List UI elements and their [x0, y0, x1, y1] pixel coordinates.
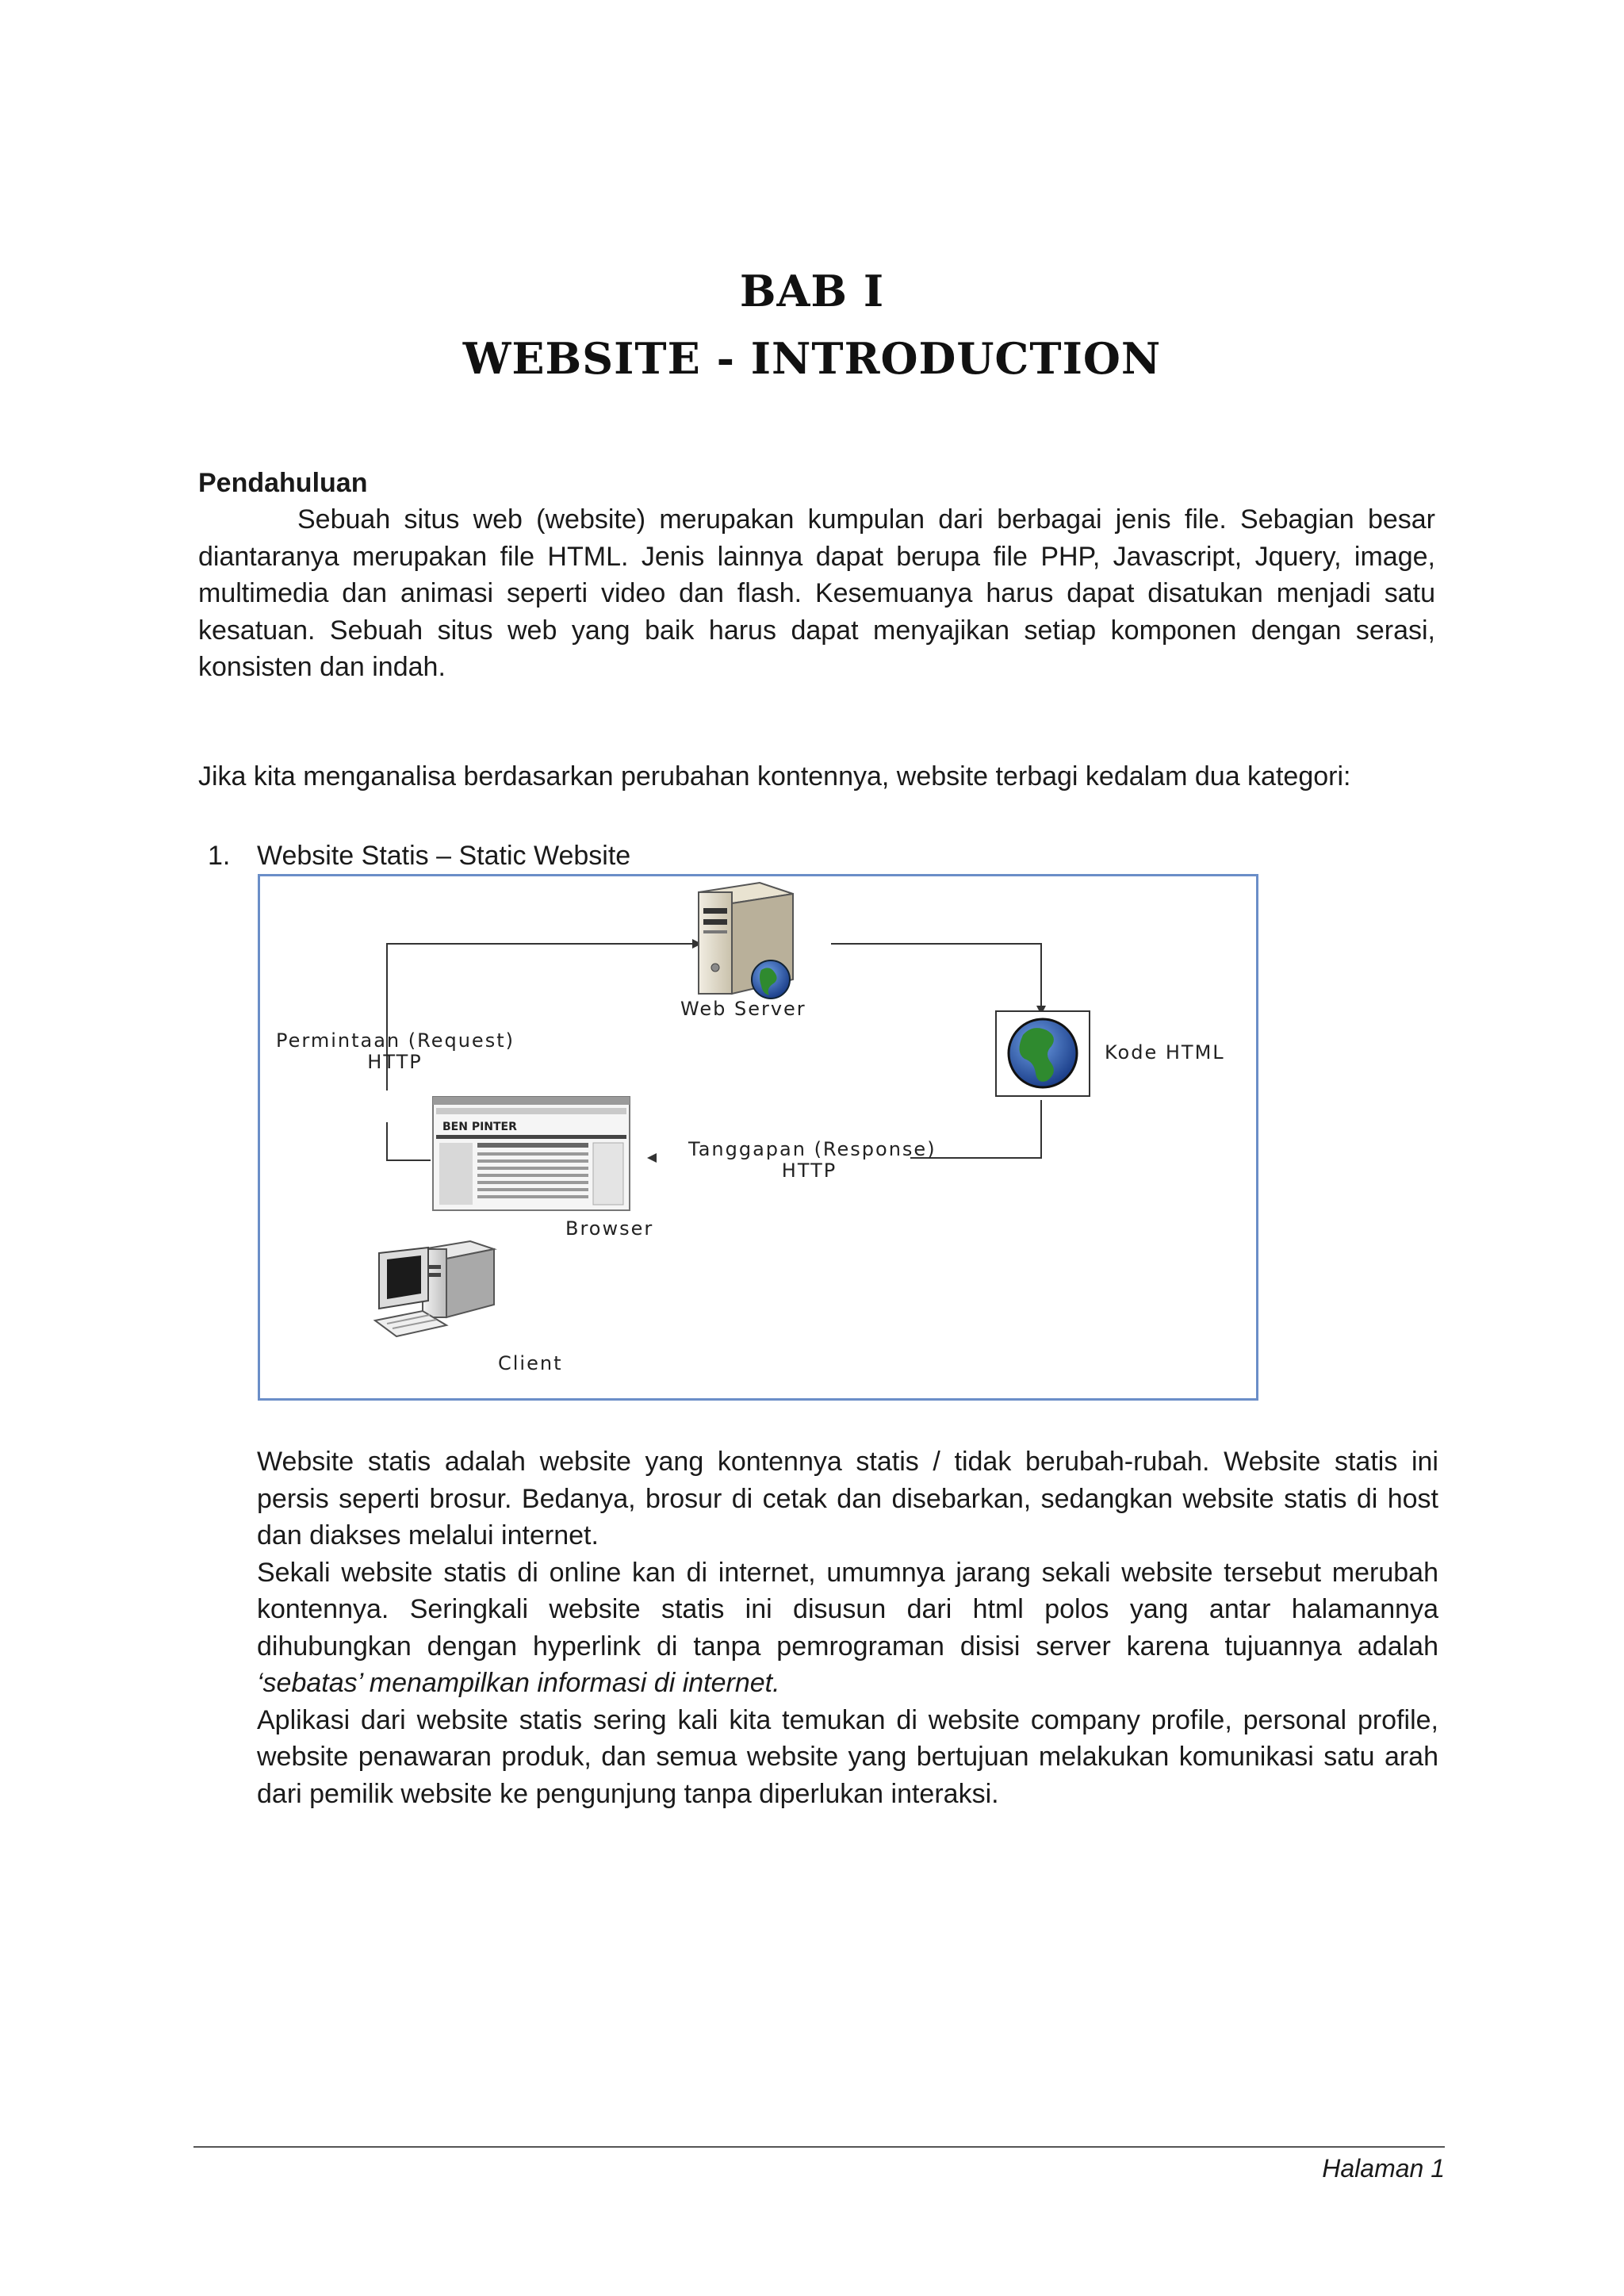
list-number: 1.	[208, 841, 231, 871]
response-label-line1: Tanggapan (Response)	[688, 1138, 936, 1160]
list-item-title: Website Statis – Static Website	[257, 841, 631, 871]
response-label-line2: HTTP	[781, 1159, 837, 1182]
static-website-diagram	[258, 874, 1258, 1401]
diagram-graphics	[260, 876, 1256, 1398]
html-code-icon	[996, 1011, 1090, 1096]
static-website-description	[257, 1443, 1438, 1812]
page-number: Halaman 1	[1322, 2154, 1445, 2183]
intro-paragraph: Sebuah situs web (website) merupakan kumpulan dari berbagai jenis file. Sebagian besar diantaranya merupakan file HTML. Jenis lainnya dapat berupa file PHP, Javascript, Jquery, image, multimedia dan animasi seperti video dan flash. Kesemuanya harus dapat disatukan menjadi satu kesatuan. Sebuah situs web yang baik harus dapat menyajikan setiap komponen dengan serasi, konsisten dan indah.	[198, 504, 1435, 682]
chapter-number: BAB I	[739, 266, 885, 316]
browser-site-logo: BEN PINTER	[442, 1121, 517, 1133]
description-paragraph-2-italic: ‘sebatas’ menampilkan informasi di internet.	[257, 1668, 780, 1698]
description-paragraph-2-text: Sekali website statis di online kan di internet, umumnya jarang sekali website tersebut merubah kontennya. Seringkali website statis ini disusun dari html polos yang antar halamannya dihubungkan dengan hyperlink di tanpa pemrograman disisi server karena tujuannya adalah	[257, 1557, 1438, 1662]
description-paragraph-2	[257, 1554, 1438, 1702]
client-computer-icon	[375, 1241, 494, 1336]
html-code-label: Kode HTML	[1105, 1041, 1225, 1064]
category-intro-text: Jika kita menganalisa berdasarkan perubahan kontennya, website terbagi kedalam dua kategori:	[198, 761, 1351, 792]
request-label-line1: Permintaan (Request)	[276, 1029, 515, 1052]
description-paragraph-1: Website statis adalah website yang kontennya statis / tidak berubah-rubah. Website statis ini persis seperti brosur. Bedanya, brosur di cetak dan disebarkan, sedangkan website statis di host dan diakses melalui internet.	[257, 1447, 1438, 1550]
browser-screenshot-icon	[433, 1097, 630, 1210]
web-server-label: Web Server	[680, 998, 806, 1020]
chapter-title: WEBSITE - INTRODUCTION	[462, 333, 1162, 384]
request-label-line2: HTTP	[367, 1051, 423, 1073]
server-globe-icon	[752, 960, 790, 999]
browser-label: Browser	[565, 1217, 654, 1240]
section-heading: Pendahuluan	[198, 468, 368, 498]
description-paragraph-3: Aplikasi dari website statis sering kali kita temukan di website company profile, personal profile, website penawaran produk, dan semua website yang bertujuan melakukan komunikasi satu arah dari pemilik website ke pengunjung tanpa diperlukan interaksi.	[257, 1704, 1438, 1809]
footer-divider	[193, 2146, 1445, 2148]
client-label: Client	[498, 1352, 563, 1374]
